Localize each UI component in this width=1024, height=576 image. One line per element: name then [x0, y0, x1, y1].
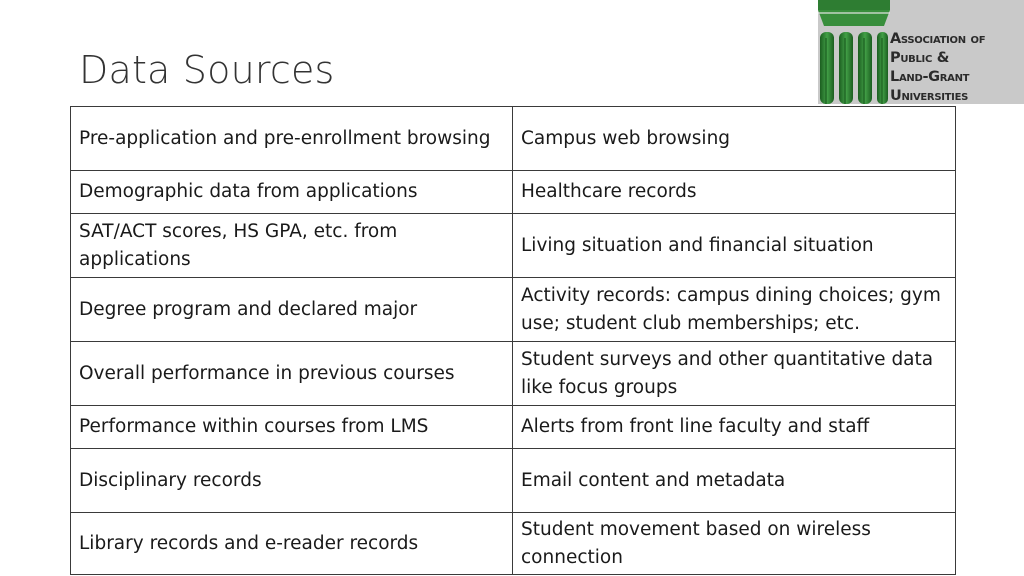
table-cell: Overall performance in previous courses	[71, 342, 513, 406]
table-cell: Degree program and declared major	[71, 278, 513, 342]
data-sources-table	[70, 106, 956, 575]
logo-wordmark	[890, 30, 985, 104]
table-cell: Student surveys and other quantitative data like focus groups	[513, 342, 956, 406]
table-row	[71, 513, 956, 575]
logo-line-3: Land-Grant	[890, 69, 970, 85]
table-row	[71, 214, 956, 278]
table-cell: Library records and e-reader records	[71, 513, 513, 575]
table-cell: Demographic data from applications	[71, 171, 513, 214]
table-cell: Alerts from front line faculty and staff	[513, 406, 956, 449]
slide-title: Data Sources	[79, 48, 335, 92]
table-cell: Disciplinary records	[71, 449, 513, 513]
table-cell: Healthcare records	[513, 171, 956, 214]
table-row	[71, 278, 956, 342]
table-row	[71, 171, 956, 214]
table-cell: Email content and metadata	[513, 449, 956, 513]
columns-logo-icon	[818, 0, 890, 104]
logo-line-2: Public &	[890, 50, 950, 66]
table-row	[71, 449, 956, 513]
table-row	[71, 342, 956, 406]
table-cell: Pre-application and pre-enrollment browsing	[71, 107, 513, 171]
aplu-logo	[818, 0, 1024, 104]
table-cell: SAT/ACT scores, HS GPA, etc. from applications	[71, 214, 513, 278]
table-row	[71, 406, 956, 449]
table-cell: Student movement based on wireless connection	[513, 513, 956, 575]
table-cell: Performance within courses from LMS	[71, 406, 513, 449]
table-row	[71, 107, 956, 171]
logo-line-1: Association of	[890, 31, 986, 47]
table-cell: Activity records: campus dining choices; gym use; student club memberships; etc.	[513, 278, 956, 342]
table-cell: Living situation and financial situation	[513, 214, 956, 278]
logo-line-4: Universities	[890, 88, 969, 104]
table-cell: Campus web browsing	[513, 107, 956, 171]
